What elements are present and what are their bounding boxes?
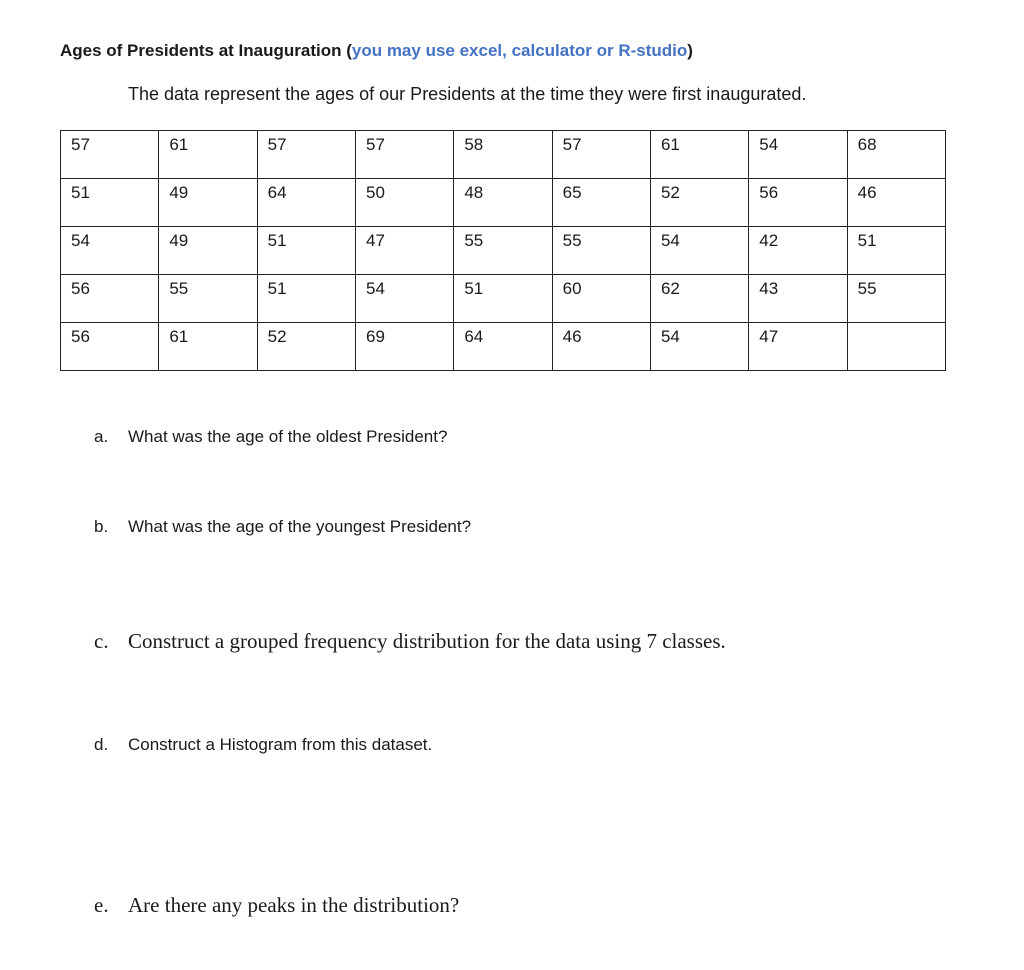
table-cell: 49	[159, 227, 257, 275]
table-cell: 51	[61, 179, 159, 227]
table-cell: 51	[257, 275, 355, 323]
question-letter: c.	[94, 629, 109, 653]
table-cell: 64	[454, 323, 552, 371]
table-cell: 57	[257, 131, 355, 179]
table-cell: 56	[61, 323, 159, 371]
table-cell: 51	[454, 275, 552, 323]
table-row	[61, 323, 946, 371]
table-cell: 46	[552, 323, 650, 371]
table-cell: 52	[257, 323, 355, 371]
table-cell: 57	[61, 131, 159, 179]
table-cell: 51	[257, 227, 355, 275]
table-cell: 56	[749, 179, 847, 227]
question-d	[94, 735, 432, 755]
table-cell: 47	[355, 227, 453, 275]
table-cell-empty	[847, 323, 945, 371]
table-cell: 60	[552, 275, 650, 323]
table-cell: 56	[61, 275, 159, 323]
question-text: Are there any peaks in the distribution?	[128, 893, 460, 917]
question-text: Construct a grouped frequency distribution for the data using 7 classes.	[128, 629, 726, 653]
table-cell: 51	[847, 227, 945, 275]
table-cell: 57	[355, 131, 453, 179]
table-cell: 54	[61, 227, 159, 275]
table-cell: 52	[650, 179, 748, 227]
table-cell: 57	[552, 131, 650, 179]
table-cell: 55	[847, 275, 945, 323]
question-text: What was the age of the youngest President?	[128, 517, 472, 536]
table-cell: 62	[650, 275, 748, 323]
table-cell: 55	[159, 275, 257, 323]
table-cell: 61	[650, 131, 748, 179]
question-letter: b.	[94, 517, 109, 536]
table-cell: 48	[454, 179, 552, 227]
table-cell: 43	[749, 275, 847, 323]
table-cell: 54	[650, 323, 748, 371]
table-cell: 65	[552, 179, 650, 227]
question-text: What was the age of the oldest President?	[128, 427, 448, 446]
table-row	[61, 179, 946, 227]
table-cell: 61	[159, 323, 257, 371]
title-note: you may use excel, calculator or R-studio	[351, 41, 688, 60]
table-cell: 47	[749, 323, 847, 371]
table-cell: 69	[355, 323, 453, 371]
question-e	[94, 893, 459, 918]
question-b	[94, 517, 471, 537]
table-cell: 58	[454, 131, 552, 179]
table-cell: 46	[847, 179, 945, 227]
table-cell: 54	[650, 227, 748, 275]
question-letter: e.	[94, 893, 109, 917]
question-c	[94, 629, 726, 654]
table-cell: 55	[454, 227, 552, 275]
question-letter: a.	[94, 427, 109, 446]
table-cell: 50	[355, 179, 453, 227]
ages-table	[60, 130, 946, 371]
question-a	[94, 427, 447, 447]
question-letter: d.	[94, 735, 109, 754]
title-main: Ages of Presidents at Inauguration (	[60, 41, 352, 60]
table-cell: 49	[159, 179, 257, 227]
table-cell: 68	[847, 131, 945, 179]
document-title	[60, 41, 693, 61]
title-close: )	[687, 41, 693, 60]
table-cell: 64	[257, 179, 355, 227]
table-cell: 54	[749, 131, 847, 179]
intro-text: The data represent the ages of our Presidents at the time they were first inaugurated.	[128, 84, 807, 104]
table-row	[61, 227, 946, 275]
table-cell: 54	[355, 275, 453, 323]
table-cell: 61	[159, 131, 257, 179]
table-row	[61, 131, 946, 179]
table-cell: 42	[749, 227, 847, 275]
table-cell: 55	[552, 227, 650, 275]
table-row	[61, 275, 946, 323]
question-text: Construct a Histogram from this dataset.	[128, 735, 433, 754]
